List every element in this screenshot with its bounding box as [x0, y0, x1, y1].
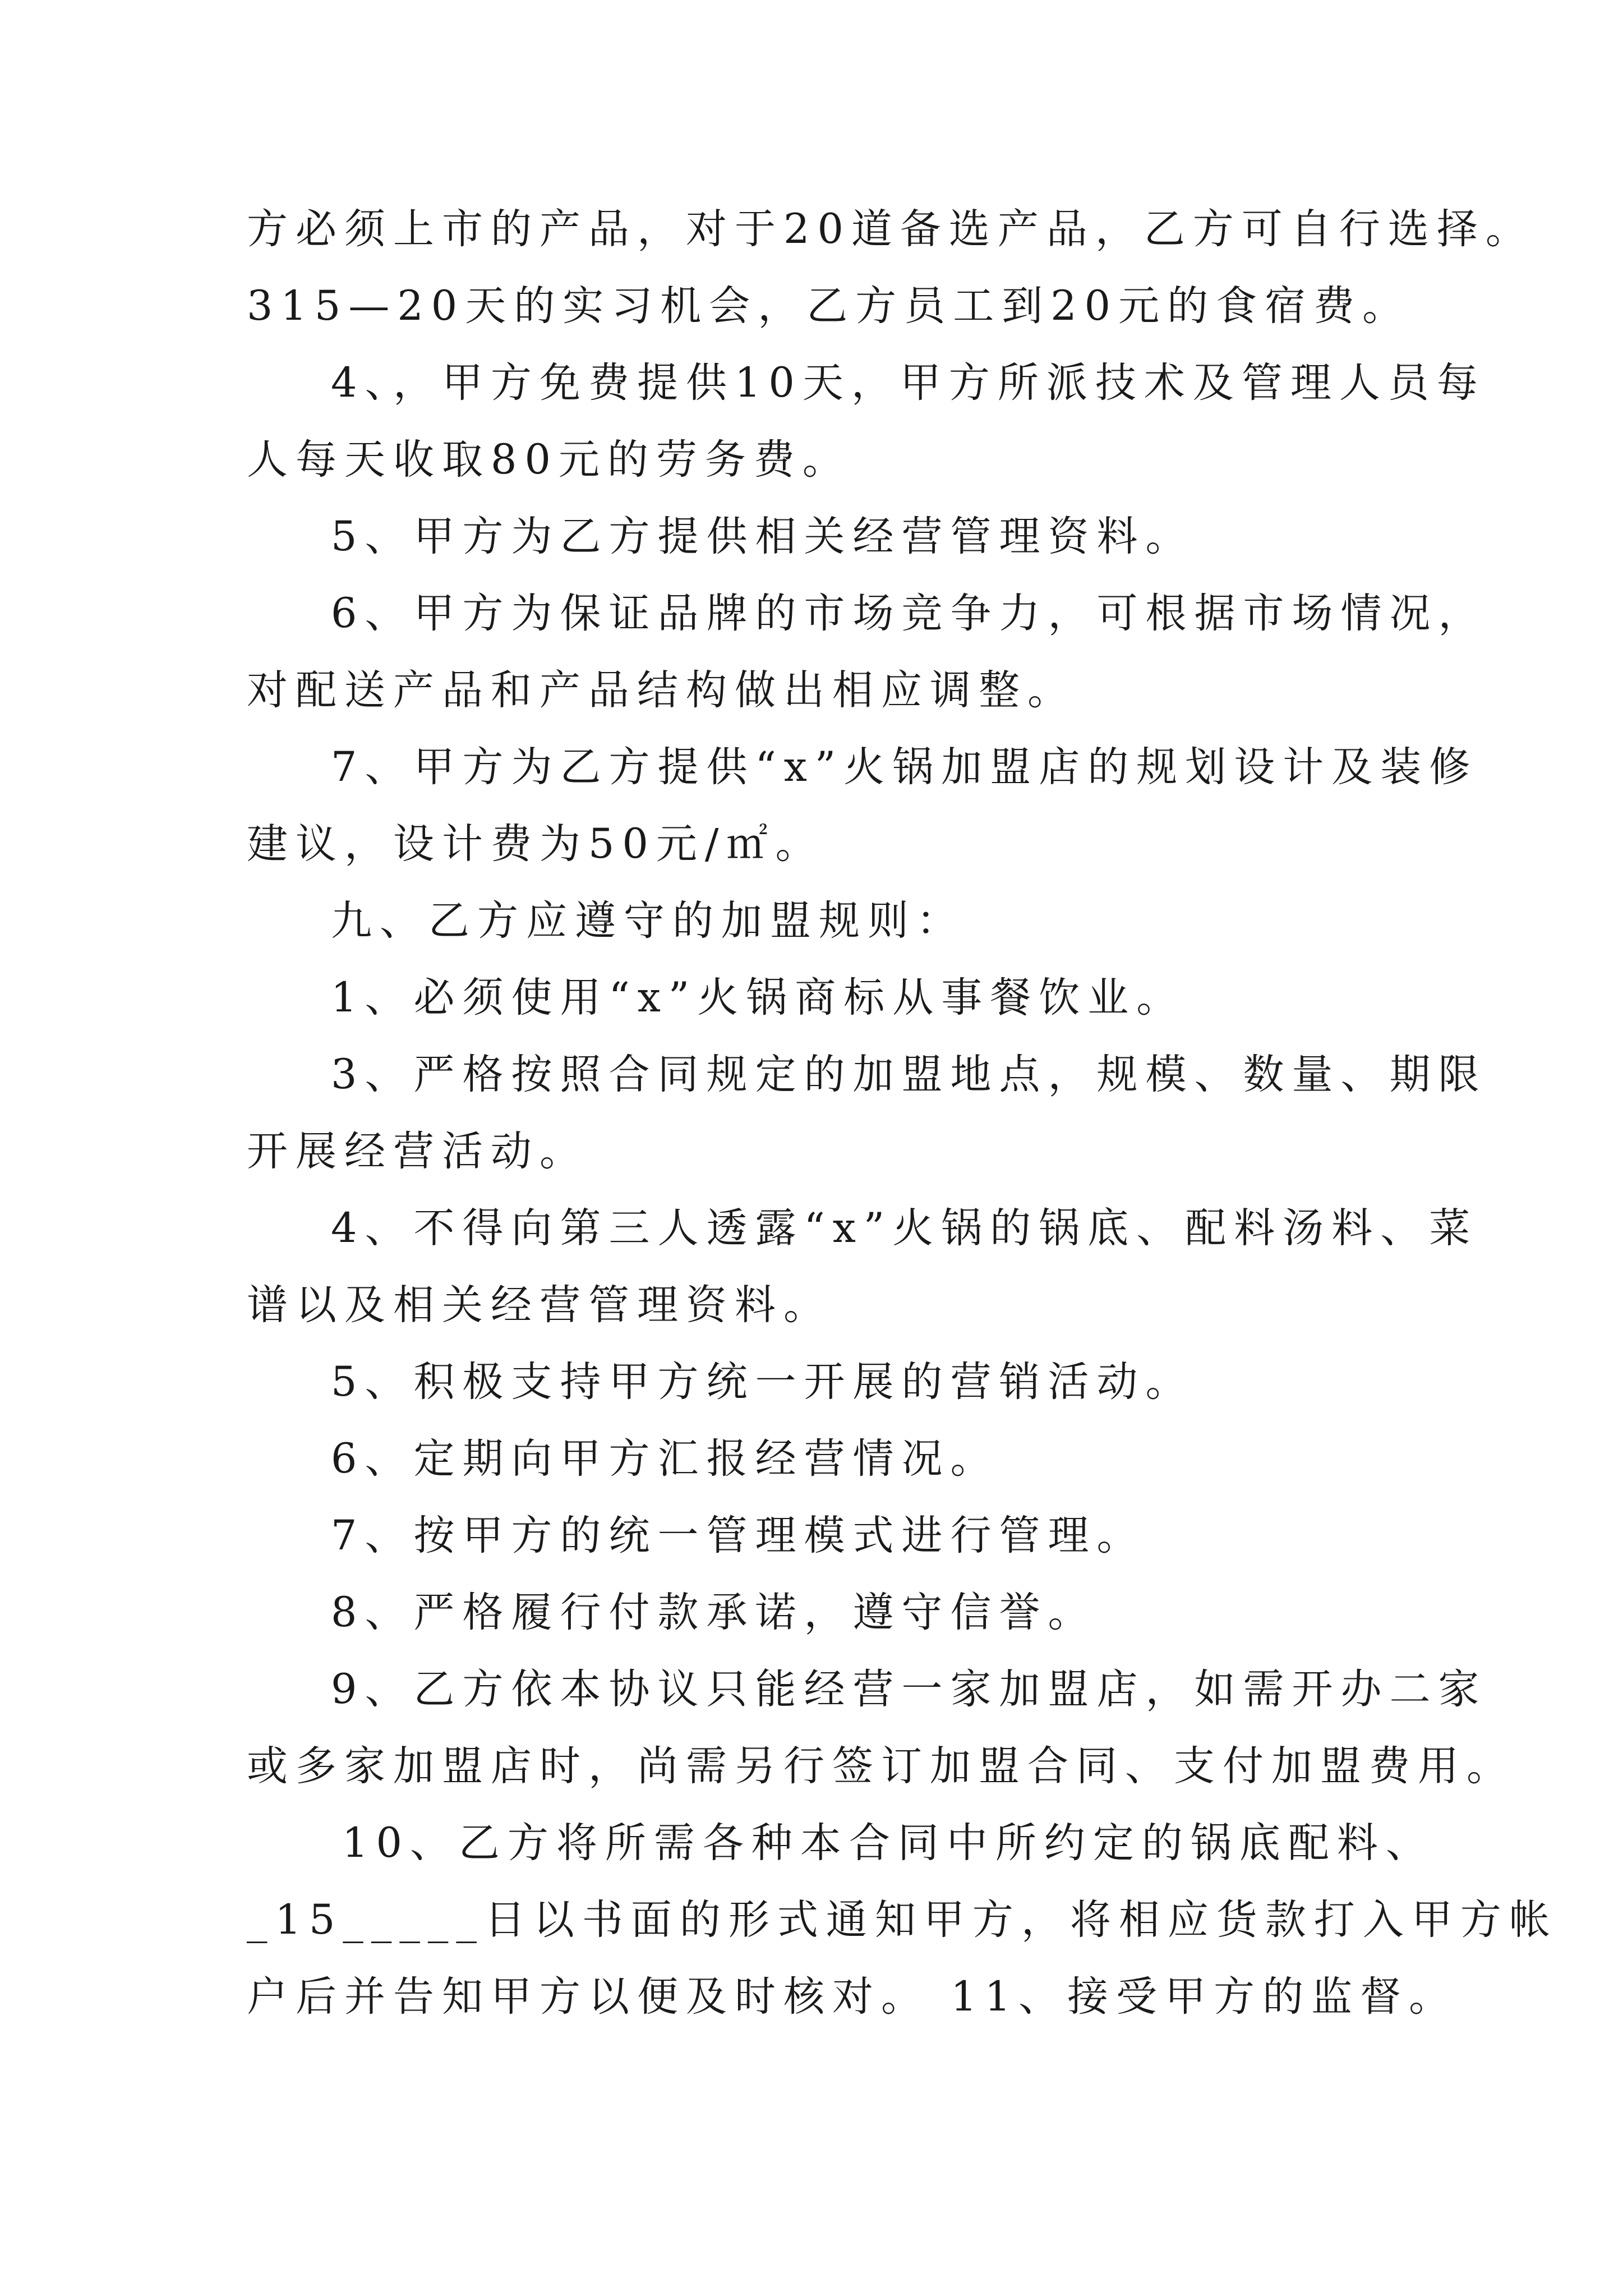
text-line: 4、不得向第三人透露“x”火锅的锅底、配料汤料、菜 — [331, 1204, 1478, 1252]
text-line: 3、严格按照合同规定的加盟地点，规模、数量、期限 — [331, 1051, 1487, 1098]
text-line: 6、定期向甲方汇报经营情况。 — [331, 1435, 999, 1483]
text-line: 1、必须使用“x”火锅商标从事餐饮业。 — [331, 974, 1186, 1022]
section-heading: 九、乙方应遵守的加盟规则： — [331, 897, 965, 945]
blank-line-text: 日以书面的形式通知甲方，将相应货款打入甲方帐 — [484, 1896, 1558, 1944]
text-line: 或多家加盟店时，尚需另行签订加盟合同、支付加盟费用。 — [247, 1742, 1515, 1790]
text-line: 户后并告知甲方以便及时核对。 11、接受甲方的监督。 — [247, 1973, 1458, 2021]
blank-line — [247, 1881, 1558, 1958]
text-line: 7、按甲方的统一管理模式进行管理。 — [331, 1512, 1146, 1559]
text-line: 5、积极支持甲方统一开展的营销活动。 — [331, 1358, 1195, 1406]
text-line: 8、严格履行付款承诺，遵守信誉。 — [331, 1589, 1097, 1636]
text-line: 315—20天的实习机会，乙方员工到20元的食宿费。 — [247, 282, 1412, 330]
text-line: 4、，甲方免费提供10天，甲方所派技术及管理人员每 — [331, 359, 1486, 407]
text-line: 6、甲方为保证品牌的市场竞争力，可根据市场情况， — [331, 590, 1487, 637]
text-line: 人每天收取80元的劳务费。 — [247, 436, 851, 484]
text-line: 5、甲方为乙方提供相关经营管理资料。 — [331, 513, 1195, 560]
text-line: 开展经营活动。 — [247, 1128, 588, 1175]
text-line: 对配送产品和产品结构做出相应调整。 — [247, 666, 1076, 714]
text-line: 谱以及相关经营管理资料。 — [247, 1281, 832, 1329]
text-line: 9、乙方依本协议只能经营一家加盟店，如需开办二家 — [331, 1665, 1487, 1713]
text-line: 方必须上市的产品，对于20道备选产品，乙方可自行选择。 — [247, 205, 1534, 253]
document-body — [247, 191, 1558, 2035]
text-line: 7、甲方为乙方提供“x”火锅加盟店的规划设计及装修 — [331, 743, 1478, 791]
text-line: 10、乙方将所需各种本合同中所约定的锅底配料、 — [342, 1819, 1435, 1867]
fill-in-blank: _15_____ — [247, 1896, 485, 1944]
text-line: 建议，设计费为50元/㎡。 — [247, 820, 824, 868]
